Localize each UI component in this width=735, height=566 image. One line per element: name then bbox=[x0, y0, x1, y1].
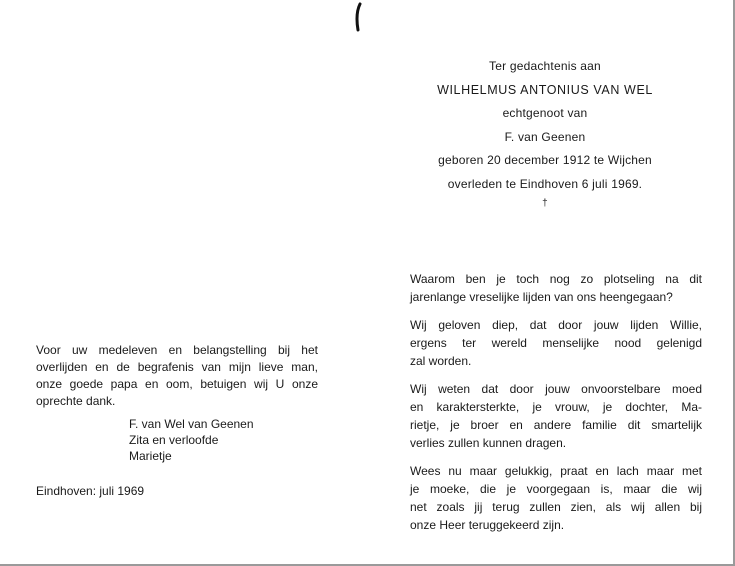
poem-line: verlies zullen kunnen dragen. bbox=[410, 436, 567, 450]
thanks-line: onze goede papa en oom, betuigen wij U onze bbox=[36, 377, 318, 391]
pen-mark-icon bbox=[350, 2, 368, 32]
poem-line: jarenlange vreselijke lijden van ons heengegaan? bbox=[410, 290, 673, 304]
poem-line: zal worden. bbox=[410, 354, 472, 368]
cross-icon: † bbox=[542, 198, 548, 209]
poem-line: Wij weten dat door jouw onvoorstelbare moed bbox=[410, 382, 702, 396]
poem-paragraph bbox=[410, 462, 702, 534]
thanks-line: oprechte dank. bbox=[36, 394, 116, 408]
poem-line: ergens ter wereld menselijke nood gelenigd bbox=[410, 336, 702, 350]
poem-line: rietje, je broer en andere familie dit smartelijk bbox=[410, 418, 702, 432]
spouse-of: echtgenoot van bbox=[502, 106, 588, 120]
spouse-name: F. van Geenen bbox=[504, 129, 586, 144]
poem-line: onze Heer teruggekeerd zijn. bbox=[410, 518, 565, 532]
poem bbox=[410, 270, 702, 544]
signer: Zita en verloofde bbox=[129, 433, 219, 447]
poem-paragraph bbox=[410, 270, 702, 306]
place-date: Eindhoven: juli 1969 bbox=[36, 484, 145, 498]
memorial-header bbox=[420, 55, 670, 212]
signer: Marietje bbox=[129, 449, 172, 463]
poem-line: Wij geloven diep, dat door jouw lijden Willie, bbox=[410, 318, 702, 332]
signers bbox=[129, 416, 319, 464]
deceased-name: WILHELMUS ANTONIUS VAN WEL bbox=[437, 82, 653, 97]
birth-line: geboren 20 december 1912 te Wijchen bbox=[438, 153, 652, 167]
poem-line: net zoals jij terug zullen zien, als wij allen bij bbox=[410, 500, 702, 514]
poem-line: Wees nu maar gelukkig, praat en lach maar met bbox=[410, 464, 702, 478]
poem-paragraph bbox=[410, 316, 702, 370]
death-line: overleden te Eindhoven 6 juli 1969. bbox=[447, 176, 643, 191]
poem-paragraph bbox=[410, 380, 702, 452]
poem-line: je moeke, die je voorgegaan is, maar die wij bbox=[410, 482, 702, 496]
thanks-message bbox=[36, 342, 318, 410]
thanks-line: Voor uw medeleven en belangstelling bij het bbox=[36, 343, 318, 357]
in-memory-of: Ter gedachtenis aan bbox=[489, 59, 601, 73]
signer: F. van Wel van Geenen bbox=[129, 417, 254, 431]
thanks-line: overlijden en de begrafenis van mijn lieve man, bbox=[36, 360, 318, 374]
poem-line: Waarom ben je toch nog zo plotseling na dit bbox=[410, 272, 702, 286]
poem-line: en karaktersterkte, je vrouw, je dochter, Ma- bbox=[410, 400, 702, 414]
